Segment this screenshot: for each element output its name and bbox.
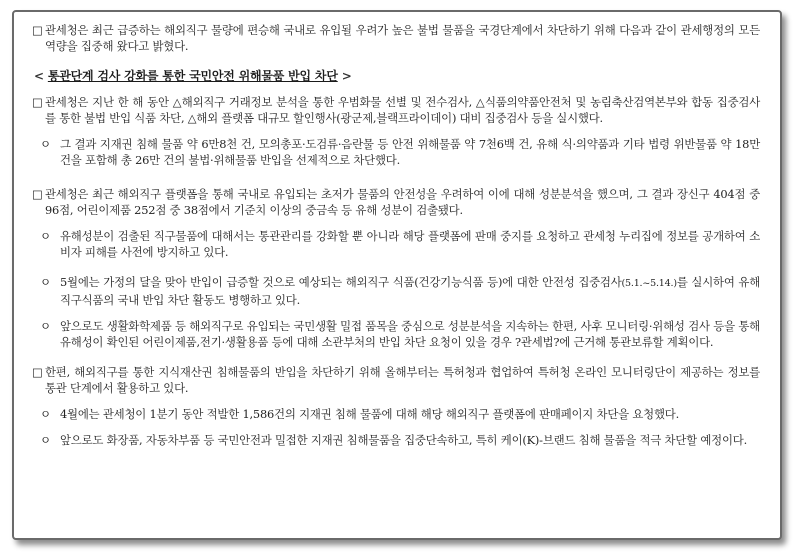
- circle-bullet-icon: ㅇ: [40, 275, 51, 289]
- square-bullet-icon: □: [32, 187, 43, 201]
- section-heading: < 통관단계 검사 강화를 통한 국민안전 위해물품 반입 차단 >: [34, 69, 352, 83]
- paragraph-intro: [32, 22, 760, 54]
- paragraph-text: 관세청은 최근 해외직구 플랫폼을 통해 국내로 유입되는 초저가 물품의 안전성을 우려하여 이에 대해 성분분석을 했으며, 그 결과 장신구 404점 중 96점, 어린이제품 252점 중 38점에서 기준치 이상의 중금속 등 유해 성분이 검출됐다.: [45, 187, 760, 217]
- date-range: (5.1.~5.14.): [621, 278, 677, 289]
- circle-bullet-icon: ㅇ: [40, 319, 51, 333]
- section-heading-text: 통관단계 검사 강화를 통한 국민안전 위해물품 반입 차단: [47, 69, 338, 83]
- square-bullet-icon: □: [32, 23, 43, 37]
- paragraph-inspection: [32, 94, 760, 126]
- paragraph-may-inspection: [32, 274, 760, 308]
- circle-bullet-icon: ㅇ: [40, 229, 51, 243]
- paragraph-results: [32, 136, 760, 168]
- paragraph-future-plan: [32, 318, 760, 350]
- circle-bullet-icon: ㅇ: [40, 407, 51, 421]
- square-bullet-icon: □: [32, 95, 43, 109]
- document-body: [32, 22, 760, 448]
- document-frame: [12, 10, 782, 540]
- paragraph-future-enforcement: [32, 432, 760, 448]
- paragraph-text: 앞으로도 생활화학제품 등 해외직구로 유입되는 국민생활 밀접 품목을 중심으로 성분분석을 지속하는 한편, 사후 모니터링·위해성 검사 등을 통해 유해성이 확인된 어린이제품,전기·생활용품 등에 대해 소관부처의 반입 차단 요청이 있을 경우 ?관세법?에 근거해 통관보류할 계획이다.: [60, 319, 760, 349]
- circle-bullet-icon: ㅇ: [40, 137, 51, 151]
- paragraph-text: 관세청은 최근 급증하는 해외직구 물량에 편승해 국내로 유입될 우려가 높은 불법 물품을 국경단계에서 차단하기 위해 다음과 같이 관세행정의 모든 역량을 집중해 왔다고 밝혔다.: [45, 23, 760, 53]
- circle-bullet-icon: ㅇ: [40, 433, 51, 447]
- square-bullet-icon: □: [32, 365, 43, 379]
- paragraph-text: 그 결과 지재권 침해 물품 약 6만8천 건, 모의총포·도검류·음란물 등 안전 위해물품 약 7천6백 건, 유해 식·의약품과 기타 법령 위반물품 약 18만 건을 포함해 총 26만 건의 불법·위해물품 반입을 선제적으로 차단했다.: [60, 137, 760, 167]
- paragraph-text: 한편, 해외직구를 통한 지식재산권 침해물품의 반입을 차단하기 위해 올해부터는 특허청과 협업하여 특허청 온라인 모니터링단이 제공하는 정보를 통관 단계에서 활용하고 있다.: [45, 365, 760, 395]
- paragraph-text: 앞으로도 화장품, 자동차부품 등 국민안전과 밀접한 지재권 침해물품을 집중단속하고, 특히 케이(K)-브랜드 침해 물품을 적극 차단할 예정이다.: [60, 433, 748, 447]
- paragraph-text: 유해성분이 검출된 직구물품에 대해서는 통관관리를 강화할 뿐 아니라 해당 플랫폼에 판매 중지를 요청하고 관세청 누리집에 정보를 공개하여 소비자 피해를 사전에 방지하고 있다.: [60, 229, 760, 259]
- paragraph-april-action: [32, 406, 760, 422]
- paragraph-text: 5월에는 가정의 달을 맞아 반입이 급증할 것으로 예상되는 해외직구 식품(건강기능식품 등)에 대한 안전성 집중검사(5.1.~5.14.)를 실시하여 유해 직구식품의 국내 반입 차단 활동도 병행하고 있다.: [60, 275, 760, 307]
- paragraph-text: 관세청은 지난 한 해 동안 △해외직구 거래정보 분석을 통한 우범화물 선별 및 전수검사, △식품의약품안전처 및 농림축산검역본부와 합동 집중검사를 통한 불법 반입 식품 차단, △해외 플랫폼 대규모 할인행사(광군제,블랙프라이데이) 대비 집중검사 등을 실시했다.: [45, 95, 760, 125]
- paragraph-analysis: [32, 186, 760, 218]
- paragraph-ip-rights: [32, 364, 760, 396]
- paragraph-text: 4월에는 관세청이 1분기 동안 적발한 1,586건의 지재권 침해 물품에 대해 해당 해외직구 플랫폼에 판매페이지 차단을 요청했다.: [60, 407, 679, 421]
- paragraph-harmful-items: [32, 228, 760, 260]
